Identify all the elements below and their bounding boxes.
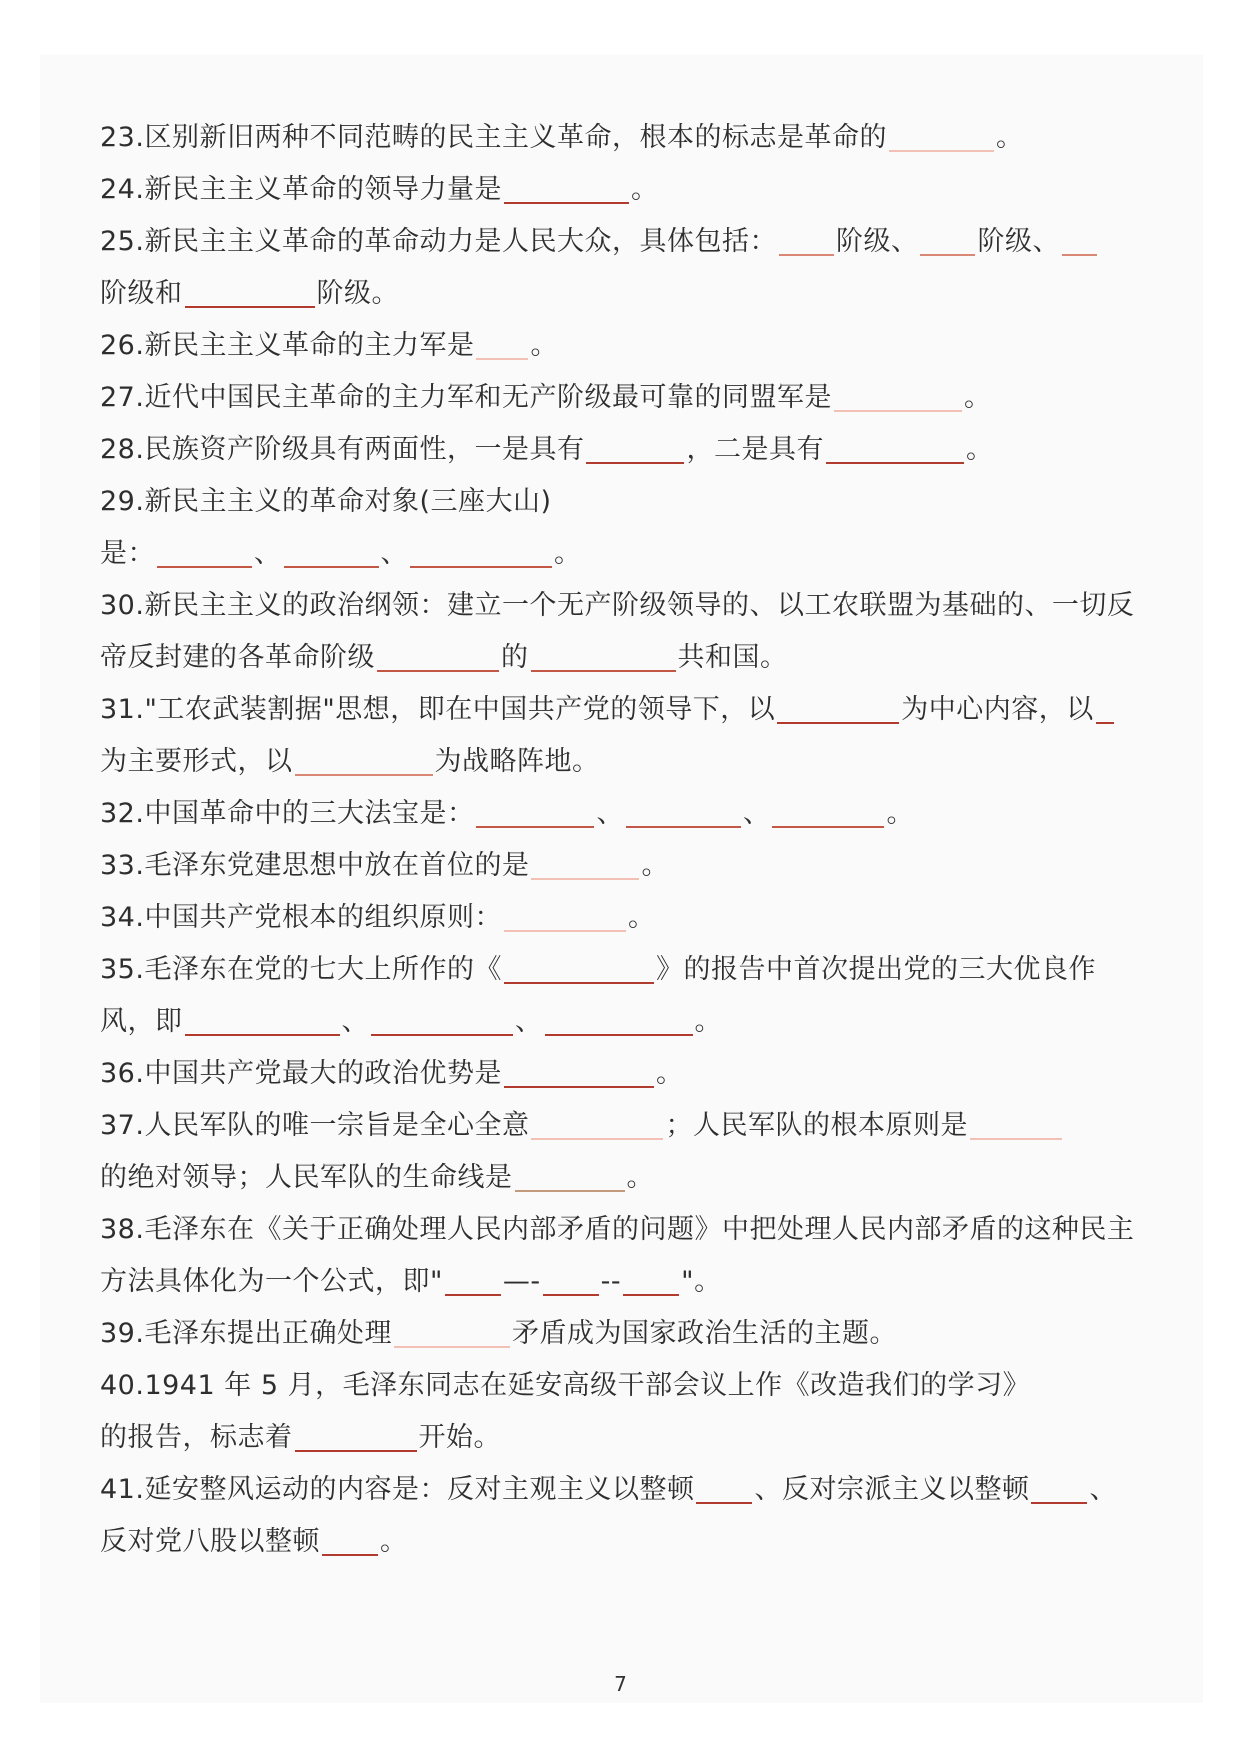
question-line: [100, 268, 1160, 320]
question-text: 、: [596, 798, 624, 829]
fill-in-blank: [1096, 722, 1114, 724]
question-list: [100, 112, 1160, 1568]
question-text: 为中心内容，以: [901, 694, 1094, 725]
question-text: ；人民军队的根本原则是: [665, 1110, 968, 1141]
fill-in-blank: [920, 254, 975, 256]
fill-in-blank: [626, 826, 741, 828]
question-line: [100, 372, 1160, 424]
fill-in-blank: [185, 306, 315, 308]
question-text: 是：: [100, 538, 155, 569]
fill-in-blank: [623, 1294, 679, 1296]
fill-in-blank: [394, 1346, 510, 1348]
question-line: [100, 528, 1160, 580]
question-line: [100, 632, 1160, 684]
fill-in-blank: [377, 670, 499, 672]
fill-in-blank: [772, 826, 884, 828]
question-text: 帝反封建的各革命阶级: [100, 642, 375, 673]
fill-in-blank: [295, 1450, 417, 1452]
question-text: 开始。: [418, 1422, 501, 1453]
fill-in-blank: [543, 1294, 599, 1296]
question-text: 。: [626, 1162, 654, 1193]
question-line: [100, 1152, 1160, 1204]
question-text: 24.新民主主义革命的领导力量是: [100, 174, 502, 205]
question-text: 30.新民主主义的政治纲领：建立一个无产阶级领导的、以工农联盟为基础的、一切反: [100, 590, 1135, 621]
fill-in-blank: [889, 150, 994, 152]
fill-in-blank: [371, 1034, 513, 1036]
question-line: [100, 320, 1160, 372]
question-line: [100, 1048, 1160, 1100]
question-line: [100, 1256, 1160, 1308]
question-text: 29.新民主主义的革命对象(三座大山): [100, 486, 552, 517]
question-text: 38.毛泽东在《关于正确处理人民内部矛盾的问题》中把处理人民内部矛盾的这种民主: [100, 1214, 1135, 1245]
fill-in-blank: [322, 1554, 378, 1556]
question-text: 。: [554, 538, 582, 569]
question-text: 25.新民主主义革命的革命动力是人民大众，具体包括：: [100, 226, 777, 257]
question-text: 》的报告中首次提出党的三大优良作: [655, 954, 1096, 985]
question-text: 风，即: [100, 1006, 183, 1037]
question-text: 41.延安整风运动的内容是：反对主观主义以整顿: [100, 1474, 695, 1505]
fill-in-blank: [834, 410, 962, 412]
fill-in-blank: [696, 1502, 752, 1504]
question-line: [100, 1100, 1160, 1152]
fill-in-blank: [157, 566, 252, 568]
fill-in-blank: [476, 826, 594, 828]
question-text: 。: [963, 382, 992, 413]
question-text: "。: [681, 1266, 722, 1297]
question-line: [100, 476, 1160, 528]
question-line: [100, 1516, 1160, 1568]
question-text: 。: [630, 174, 659, 205]
question-text: 。: [627, 902, 656, 933]
question-line: [100, 112, 1160, 164]
question-text: 、: [742, 798, 771, 829]
question-text: 的绝对领导；人民军队的生命线是: [100, 1162, 513, 1193]
fill-in-blank: [504, 930, 626, 932]
fill-in-blank: [1031, 1502, 1087, 1504]
question-line: [100, 1412, 1160, 1464]
fill-in-blank: [504, 202, 629, 204]
question-text: 阶级、: [977, 226, 1060, 257]
fill-in-blank: [777, 722, 899, 724]
question-text: --: [600, 1266, 622, 1297]
fill-in-blank: [185, 1034, 340, 1036]
fill-in-blank: [445, 1294, 501, 1296]
question-line: [100, 1360, 1160, 1412]
question-line: [100, 684, 1160, 736]
question-line: [100, 1204, 1160, 1256]
question-text: 、反对宗派主义以整顿: [754, 1474, 1030, 1505]
fill-in-blank: [545, 1034, 693, 1036]
question-text: 的报告，标志着: [100, 1422, 293, 1453]
question-text: 阶级和: [100, 278, 183, 309]
question-text: 共和国。: [677, 642, 788, 673]
question-line: [100, 736, 1160, 788]
question-text: 39.毛泽东提出正确处理: [100, 1318, 392, 1349]
question-text: 矛盾成为国家政治生活的主题。: [511, 1318, 897, 1349]
question-line: [100, 944, 1160, 996]
question-text: 34.中国共产党根本的组织原则：: [100, 902, 502, 933]
question-text: 。: [886, 798, 914, 829]
question-line: [100, 1308, 1160, 1360]
fill-in-blank: [531, 878, 639, 880]
question-text: 。: [965, 434, 994, 465]
question-text: 27.近代中国民主革命的主力军和无产阶级最可靠的同盟军是: [100, 382, 832, 413]
question-text: 的: [501, 642, 529, 673]
question-text: 28.民族资产阶级具有两面性，一是具有: [100, 434, 585, 465]
question-text: 方法具体化为一个公式，即": [100, 1266, 443, 1297]
question-text: 33.毛泽东党建思想中放在首位的是: [100, 850, 530, 881]
fill-in-blank: [531, 670, 676, 672]
fill-in-blank: [970, 1138, 1062, 1140]
question-text: 反对党八股以整顿: [100, 1526, 320, 1557]
question-line: [100, 892, 1160, 944]
fill-in-blank: [476, 358, 528, 360]
question-text: 。: [995, 122, 1024, 153]
question-text: 为战略阵地。: [434, 746, 600, 777]
question-text: 。: [694, 1006, 722, 1037]
question-text: 31."工农武装割据"思想，即在中国共产党的领导下，以: [100, 694, 776, 725]
question-text: 、: [515, 1006, 543, 1037]
fill-in-blank: [504, 982, 654, 984]
question-line: [100, 840, 1160, 892]
question-line: [100, 1464, 1160, 1516]
question-text: 36.中国共产党最大的政治优势是: [100, 1058, 502, 1089]
question-text: 32.中国革命中的三大法宝是：: [100, 798, 475, 829]
question-text: 、: [380, 538, 408, 569]
question-text: 阶级。: [316, 278, 399, 309]
fill-in-blank: [515, 1190, 625, 1192]
question-text: 40.1941 年 5 月，毛泽东同志在延安高级干部会议上作《改造我们的学习》: [100, 1370, 1031, 1401]
question-text: 23.区别新旧两种不同范畴的民主主义革命，根本的标志是革命的: [100, 122, 887, 153]
question-text: 、: [1089, 1474, 1117, 1505]
question-text: 、: [341, 1006, 369, 1037]
question-text: 。: [380, 1526, 408, 1557]
question-text: 、: [254, 538, 282, 569]
question-line: [100, 216, 1160, 268]
question-text: 。: [530, 330, 558, 361]
fill-in-blank: [586, 462, 684, 464]
fill-in-blank: [504, 1086, 654, 1088]
question-line: [100, 580, 1160, 632]
question-line: [100, 996, 1160, 1048]
page-number: 7: [614, 1672, 627, 1696]
fill-in-blank: [284, 566, 379, 568]
question-line: [100, 788, 1160, 840]
fill-in-blank: [295, 774, 433, 776]
question-text: 。: [641, 850, 669, 881]
question-text: 26.新民主主义革命的主力军是: [100, 330, 475, 361]
fill-in-blank: [779, 254, 834, 256]
question-line: [100, 424, 1160, 476]
question-text: —-: [502, 1266, 541, 1297]
fill-in-blank: [826, 462, 964, 464]
question-text: 37.人民军队的唯一宗旨是全心全意: [100, 1110, 530, 1141]
question-text: 为主要形式，以: [100, 746, 293, 777]
fill-in-blank: [410, 566, 552, 568]
fill-in-blank: [531, 1138, 663, 1140]
question-text: 。: [655, 1058, 684, 1089]
question-text: ，二是具有: [686, 434, 824, 465]
question-text: 35.毛泽东在党的七大上所作的《: [100, 954, 502, 985]
question-text: 阶级、: [835, 226, 919, 257]
question-line: [100, 164, 1160, 216]
fill-in-blank: [1062, 254, 1097, 256]
